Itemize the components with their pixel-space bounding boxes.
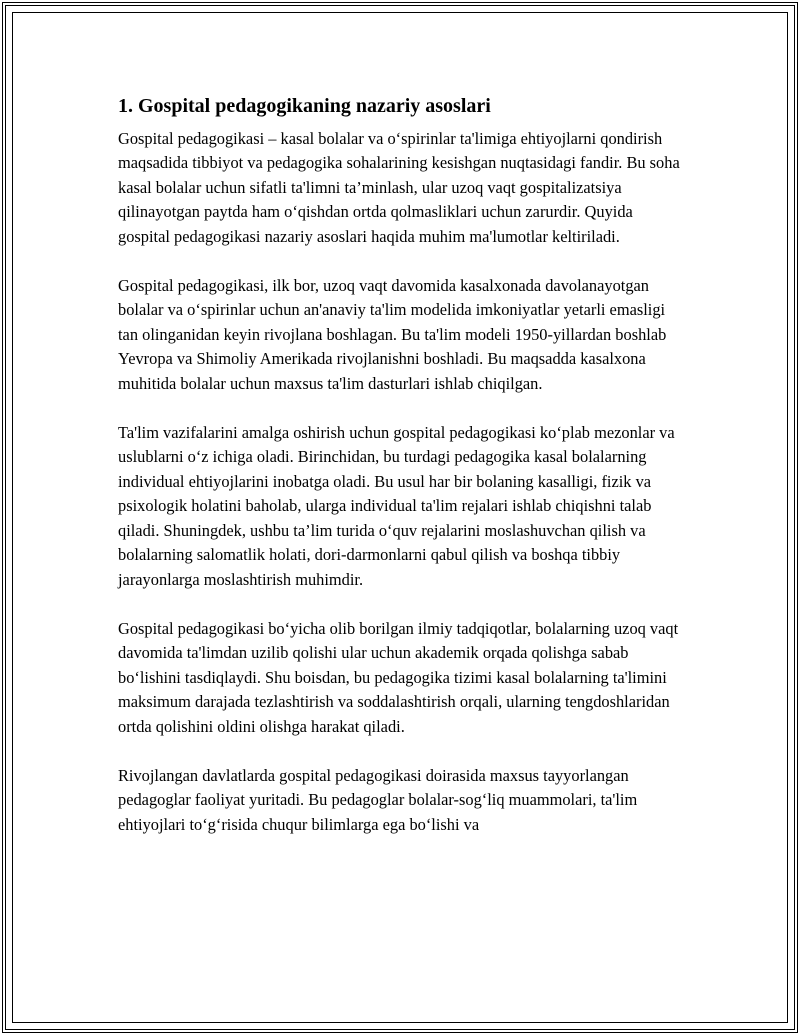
paragraph-2: Gospital pedagogikasi, ilk bor, uzoq vaqt davomida kasalxonada davolanayotgan bolalar va o‘spirinlar uchun an'anaviy ta'lim modelida imkoniyatlar yetarli emasligi tan olinganidan keyin rivojlana boshlagan. Bu ta'lim modeli 1950-yillardan boshlab Yevropa va Shimoliy Amerikada rivojlanishni boshladi. Bu maqsadda kasalxona muhitida bolalar uchun maxsus ta'lim dasturlari ishlab chiqilgan. [118,276,667,393]
document-body [118,93,684,862]
paragraph-4: Gospital pedagogikasi bo‘yicha olib borilgan ilmiy tadqiqotlar, bolalarning uzoq vaqt davomida ta'limdan uzilib qolishi ular uchun akademik orqada qolishga sabab bo‘lishini tasdiqlaydi. Shu boisdan, bu pedagogika tizimi kasal bolalarning ta'limini maksimum darajada tezlashtirish va soddalashtirish orqali, ularning tengdoshlaridan ortda qolishini oldini olishga harakat qiladi. [118,618,679,736]
section-heading: 1. Gospital pedagogikaning nazariy asoslari [118,95,491,117]
paragraph-5: Rivojlangan davlatlarda gospital pedagogikasi doirasida maxsus tayyorlangan pedagoglar faoliyat yuritadi. Bu pedagoglar bolalar-sog‘liq muammolari, ta'lim ehtiyojlari to‘g‘risida chuqur bilimlarga ega bo‘lishi va [118,765,638,834]
paragraph-1: Gospital pedagogikasi – kasal bolalar va o‘spirinlar ta'limiga ehtiyojlarni qondirish maqsadida tibbiyot va pedagogika sohalarining kesishgan nuqtasidagi fandir. Bu soha kasal bolalar uchun sifatli ta'limni ta’minlash, ular uzoq vaqt gospitalizatsiya qilinayotgan paytda ham o‘qishdan ortda qolmasliklari uchun zarurdir. Quyida gospital pedagogikasi nazariy asoslari haqida muhim ma'lumotlar keltiriladi. [118,129,680,246]
paragraph-3: Ta'lim vazifalarini amalga oshirish uchun gospital pedagogikasi ko‘plab mezonlar va uslublarni o‘z ichiga oladi. Birinchidan, bu turdagi pedagogika kasal bolalarning individual ehtiyojlarini inobatga oladi. Bu usul har bir bolaning kasalligi, fizik va psixologik holatini baholab, ularga individual ta'lim rejalari ishlab chiqishni talab qiladi. Shuningdek, ushbu ta’lim turida o‘quv rejalarini moslashuvchan qilish va bolalarning salomatlik holati, dori-darmonlarni qabul qilish va boshqa tibbiy jarayonlarga moslashtirish muhimdir. [118,423,675,589]
